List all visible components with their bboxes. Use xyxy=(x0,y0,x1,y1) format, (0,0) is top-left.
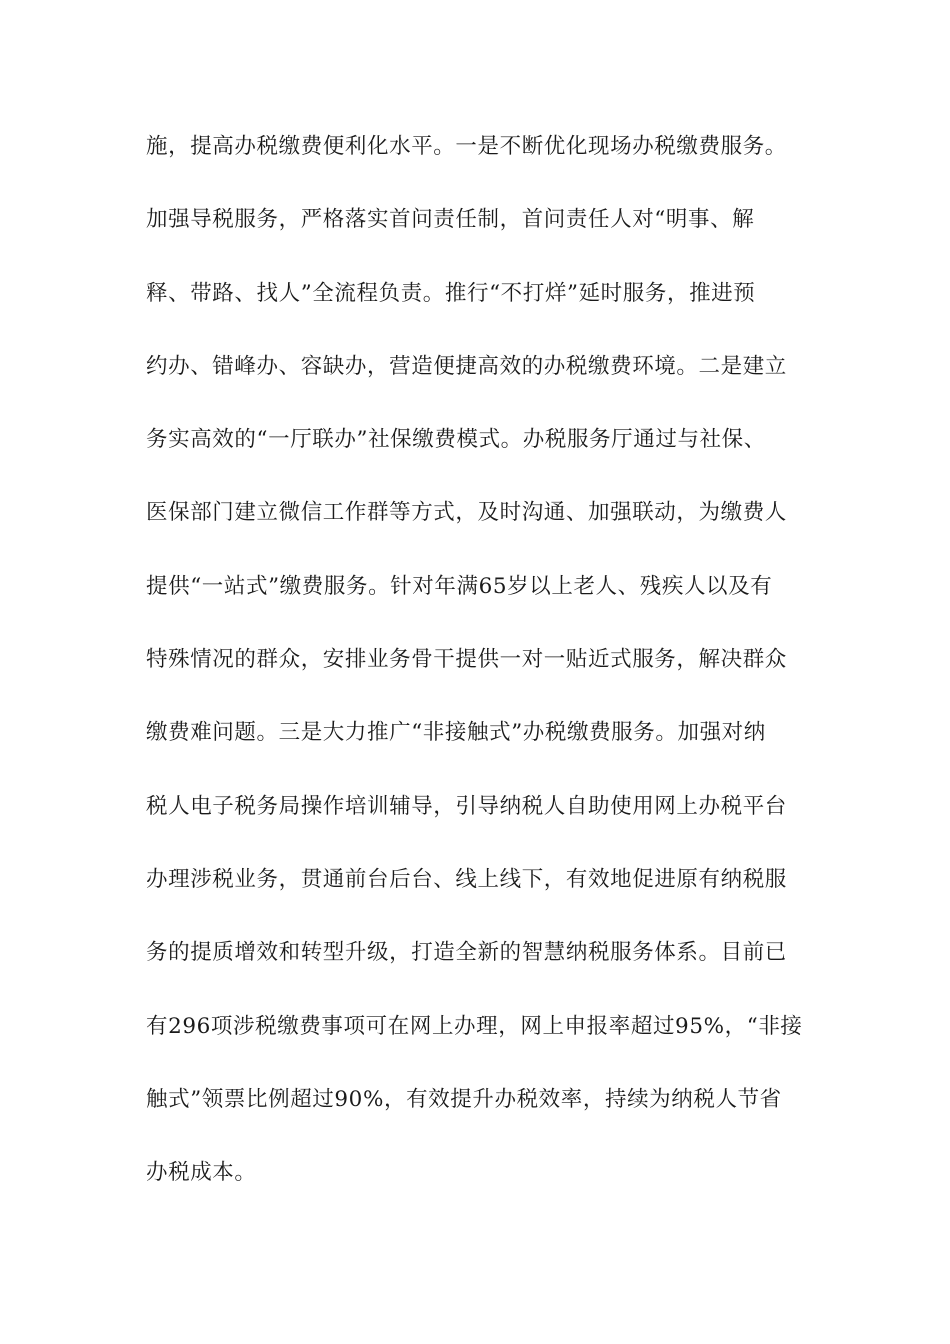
text-line: 触式”领票比例超过90%，有效提升办税效率，持续为纳税人节省 xyxy=(146,1086,782,1112)
text-line: 约办、错峰办、容缺办，营造便捷高效的办税缴费环境。二是建立 xyxy=(146,353,787,379)
text-line: 特殊情况的群众，安排业务骨干提供一对一贴近式服务，解决群众 xyxy=(146,647,787,673)
text-line: 释、带路、找人”全流程负责。推行“不打烊”延时服务，推进预 xyxy=(146,280,756,306)
text-line: 提供“一站式”缴费服务。针对年满65岁以上老人、残疾人以及有 xyxy=(146,573,773,599)
text-line: 缴费难问题。三是大力推广“非接触式”办税缴费服务。加强对纳 xyxy=(146,720,766,746)
text-line: 医保部门建立微信工作群等方式，及时沟通、加强联动，为缴费人 xyxy=(146,500,787,526)
text-line: 加强导税服务，严格落实首问责任制，首问责任人对“明事、解 xyxy=(146,207,755,233)
text-line: 办税成本。 xyxy=(146,1160,257,1186)
text-line: 务的提质增效和转型升级，打造全新的智慧纳税服务体系。目前已 xyxy=(146,940,787,966)
text-line: 施，提高办税缴费便利化水平。一是不断优化现场办税缴费服务。 xyxy=(146,134,787,159)
body-paragraph xyxy=(146,134,816,1233)
text-line: 税人电子税务局操作培训辅导，引导纳税人自助使用网上办税平台 xyxy=(146,793,787,819)
text-line: 有296项涉税缴费事项可在网上办理，网上申报率超过95%，“非接 xyxy=(146,1013,803,1039)
text-line: 务实高效的“一厅联办”社保缴费模式。办税服务厅通过与社保、 xyxy=(146,427,766,453)
text-line: 办理涉税业务，贯通前台后台、线上线下，有效地促进原有纳税服 xyxy=(146,866,787,892)
